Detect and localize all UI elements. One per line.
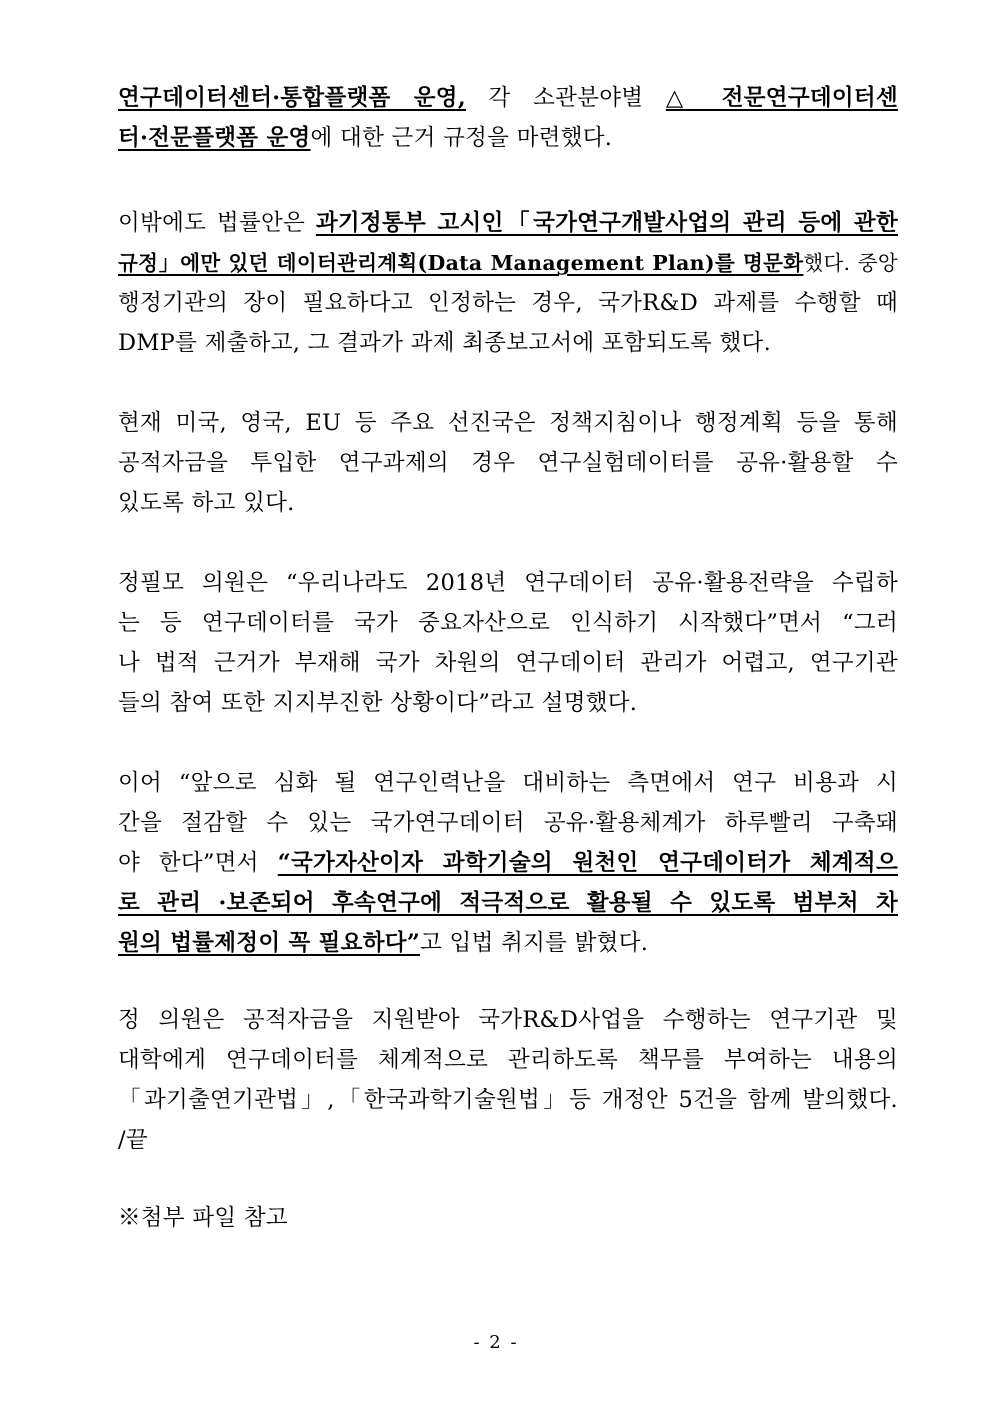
text-line: 「과기출연기관법」,「한국과학기술원법」등 개정안 5건을 함께 발의했다. [118, 1087, 898, 1113]
text-line: 원의 법률제정이 꼭 필요하다”고 입법 취지를 밝혔다. [118, 930, 649, 956]
text-line: 현재 미국, 영국, EU 등 주요 선진국은 정책지침이나 행정계획 등을 통해 [118, 410, 898, 436]
text-line: 는 등 연구데이터를 국가 중요자산으로 인식하기 시작했다”면서 “그러 [118, 610, 898, 636]
text-line: 이어 “앞으로 심화 될 연구인력난을 대비하는 측면에서 연구 비용과 시 [118, 770, 898, 796]
text-line: 야 한다”면서 “국가자산이자 과학기술의 원천인 연구데이터가 체계적으 [118, 850, 898, 876]
text-line: 대학에게 연구데이터를 체계적으로 관리하도록 책무를 부여하는 내용의 [118, 1047, 898, 1073]
text-line: 정 의원은 공적자금을 지원받아 국가R&D사업을 수행하는 연구기관 및 [118, 1007, 898, 1033]
text-line: ※첨부 파일 참고 [118, 1205, 288, 1231]
text-line: 터·전문플랫폼 운영에 대한 근거 규정을 마련했다. [118, 125, 613, 151]
text-line: 있도록 하고 있다. [118, 490, 295, 516]
attachment-note [118, 1198, 898, 1238]
paragraph-bills [118, 1000, 898, 1160]
paragraph-quote-1 [118, 563, 898, 723]
text-line: 나 법적 근거가 부재해 국가 차원의 연구데이터 관리가 어렵고, 연구기관 [118, 650, 898, 676]
text-line: 간을 절감할 수 있는 국가연구데이터 공유·활용체계가 하루빨리 구축돼 [118, 810, 898, 836]
text-line: 행정기관의 장이 필요하다고 인정하는 경우, 국가R&D 과제를 수행할 때 [118, 290, 898, 316]
paragraph-overseas [118, 403, 898, 523]
text-line: 들의 참여 또한 지지부진한 상황이다”라고 설명했다. [118, 690, 638, 716]
paragraph-dmp [118, 203, 898, 363]
text-line: 규정」에만 있던 데이터관리계획(Data Management Plan)를 명문화했다. 중앙 [118, 251, 899, 275]
text-line: 연구데이터센터·통합플랫폼 운영, 각 소관분야별 △ 전문연구데이터센 [118, 85, 898, 111]
text-line: DMP를 제출하고, 그 결과가 과제 최종보고서에 포함되도록 했다. [118, 330, 772, 356]
text-line: 정필모 의원은 “우리나라도 2018년 연구데이터 공유·활용전략을 수립하 [118, 570, 898, 596]
page-number: - 2 - [473, 1332, 519, 1353]
paragraph-legal-basis [118, 78, 898, 158]
text-line: /끝 [118, 1127, 148, 1153]
text-line: 로 관리 ·보존되어 후속연구에 적극적으로 활용될 수 있도록 범부처 차 [118, 890, 898, 916]
text-line: 공적자금을 투입한 연구과제의 경우 연구실험데이터를 공유·활용할 수 [118, 450, 898, 476]
paragraph-quote-2 [118, 763, 898, 963]
text-line: 이밖에도 법률안은 과기정통부 고시인「국가연구개발사업의 관리 등에 관한 [118, 210, 899, 236]
